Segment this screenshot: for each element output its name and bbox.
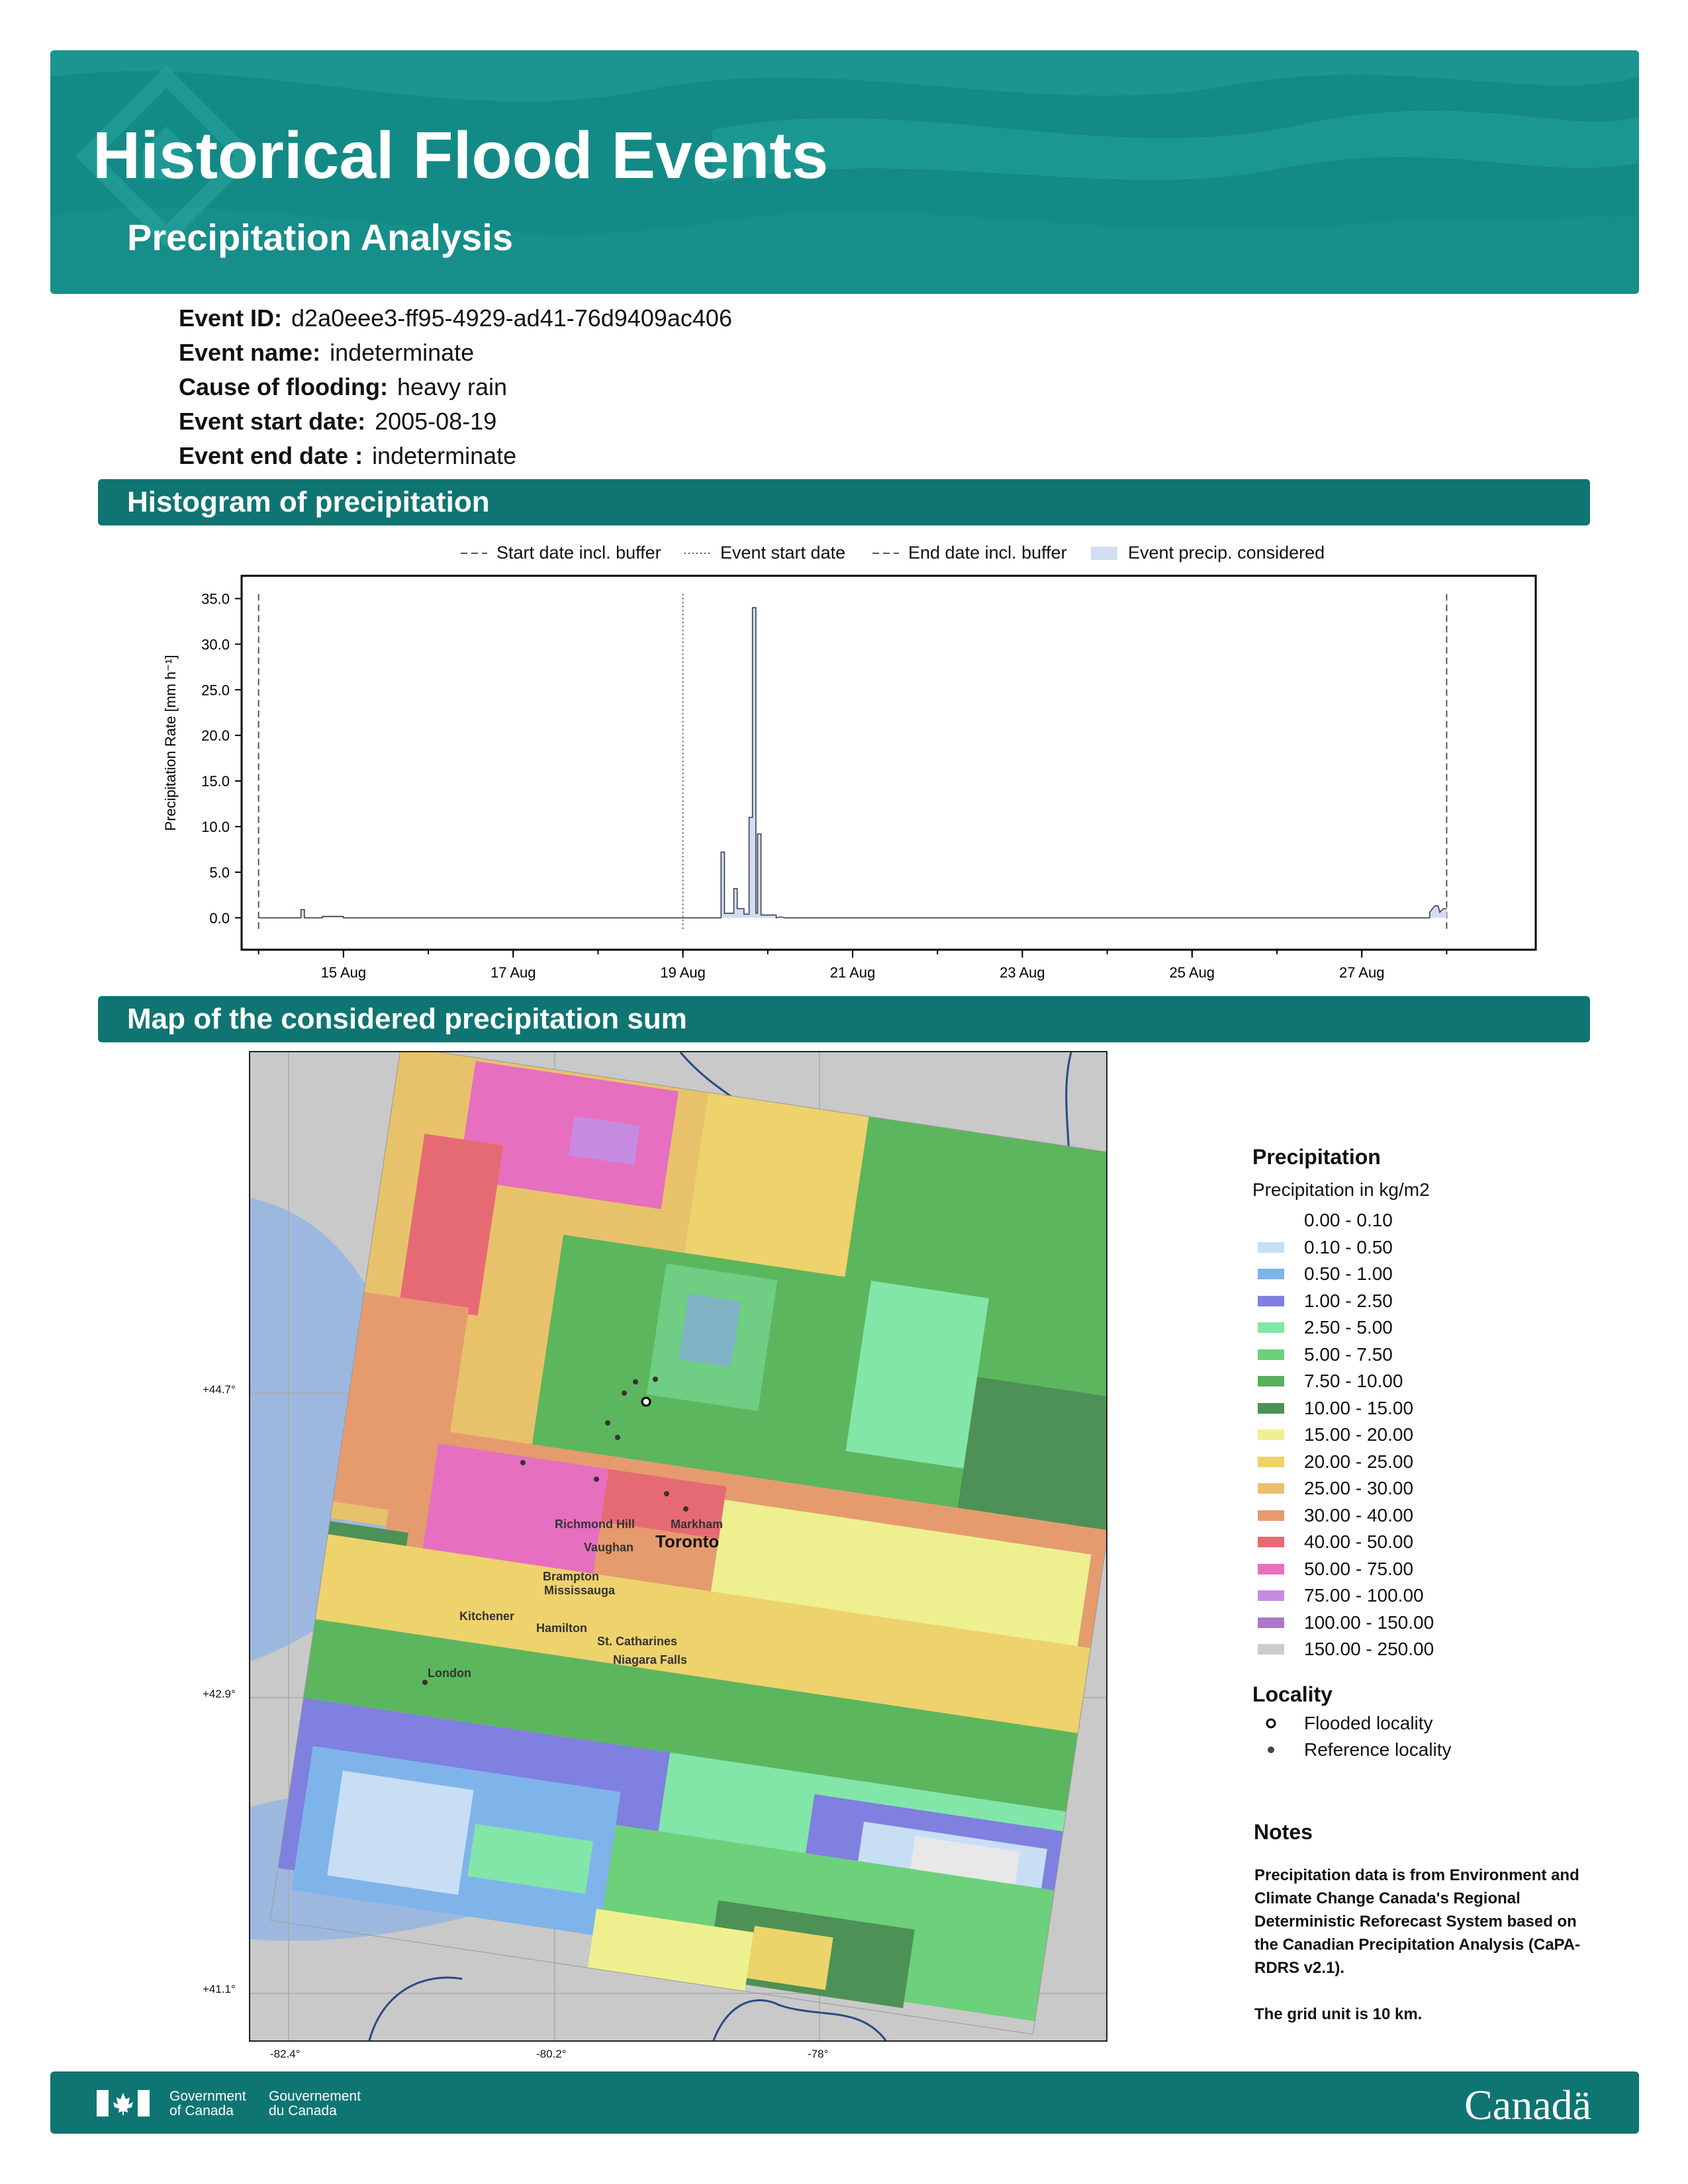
map-section-header: Map of the considered precipitation sum <box>98 996 1590 1042</box>
x-tick-label: 15 Aug <box>320 964 367 981</box>
legend-class-label: 100.00 - 150.00 <box>1304 1612 1434 1633</box>
gov-fr-line2: du Canada <box>269 2103 337 2118</box>
legend-event-start <box>683 543 845 563</box>
legend-class-label: 0.10 - 0.50 <box>1304 1236 1393 1257</box>
histogram-section-header: Histogram of precipitation <box>98 479 1590 525</box>
legend-class-item <box>1252 1344 1393 1365</box>
legend-class-item <box>1252 1585 1424 1606</box>
city-label-niagara-falls: Niagara Falls <box>613 1653 688 1666</box>
legend-class-label: 75.00 - 100.00 <box>1304 1585 1424 1606</box>
event-id-row <box>179 304 732 332</box>
legend-swatch <box>1258 1510 1284 1521</box>
gov-en <box>169 2089 246 2118</box>
reference-locality-label: Reference locality <box>1304 1739 1452 1760</box>
start-date-value: 2005-08-19 <box>375 408 497 435</box>
legend-swatch <box>1258 1564 1284 1574</box>
page-title: Historical Flood Events <box>93 118 829 193</box>
x-tick-label: 17 Aug <box>490 964 536 981</box>
city-label-vaughan: Vaughan <box>584 1541 634 1554</box>
legend-event-precip <box>1091 543 1325 563</box>
legend-class-label: 40.00 - 50.00 <box>1304 1531 1414 1552</box>
event-id-label: Event ID: <box>179 304 283 332</box>
start-date-label: Event start date: <box>179 408 366 435</box>
event-name-row <box>179 339 474 367</box>
legend-swatch <box>1258 1349 1284 1360</box>
cause-row <box>179 373 507 401</box>
legend-swatch <box>1258 1215 1284 1226</box>
legend-class-item <box>1252 1612 1434 1633</box>
x-tick-label: 21 Aug <box>829 964 876 981</box>
canada-wordmark: Canadä <box>1464 2081 1591 2128</box>
legend-class-item <box>1252 1317 1393 1338</box>
cause-label: Cause of flooding: <box>179 373 388 400</box>
legend-unit: Precipitation in kg/m2 <box>1252 1179 1430 1200</box>
legend-class-label: 25.00 - 30.00 <box>1304 1478 1414 1498</box>
gov-fr <box>269 2089 361 2118</box>
lon-label-3: -78° <box>808 2048 829 2060</box>
lat-label-2: +42.9° <box>203 1688 236 1700</box>
y-tick-label: 25.0 <box>201 682 230 699</box>
x-tick-label: 25 Aug <box>1169 964 1215 981</box>
end-date-value: indeterminate <box>372 442 517 469</box>
event-id-value: d2a0eee3-ff95-4929-ad41-76d9409ac406 <box>291 304 732 332</box>
legend-swatch <box>1258 1483 1284 1494</box>
legend-classes <box>1252 1210 1623 1660</box>
legend-class-item <box>1252 1531 1413 1553</box>
city-label-st-catharines: St. Catharines <box>597 1635 678 1648</box>
city-label-brampton: Brampton <box>543 1570 599 1583</box>
legend-class-item <box>1252 1639 1434 1660</box>
y-tick-label: 30.0 <box>201 636 230 653</box>
dotted-line-icon <box>683 550 712 557</box>
canada-flag-icon <box>97 2090 150 2116</box>
lat-label-3: +41.1° <box>203 1983 236 1995</box>
histogram-svg <box>132 569 1549 993</box>
legend-class-item <box>1252 1263 1393 1285</box>
city-label-hamilton: Hamilton <box>536 1621 588 1635</box>
legend-swatch <box>1258 1403 1284 1414</box>
page-subtitle: Precipitation Analysis <box>127 216 513 258</box>
plot-frame <box>242 576 1536 950</box>
legend-class-item <box>1252 1505 1413 1526</box>
legend-event-start-label: Event start date <box>720 543 846 563</box>
open-circle-icon <box>1258 1717 1284 1730</box>
gov-en-line2: of Canada <box>169 2103 234 2118</box>
end-date-label: Event end date : <box>179 442 363 469</box>
legend-class-label: 10.00 - 15.00 <box>1304 1397 1414 1418</box>
lat-label-1: +44.7° <box>203 1383 236 1396</box>
legend-event-precip-label: Event precip. considered <box>1128 543 1325 563</box>
x-tick-label: 23 Aug <box>1000 964 1045 981</box>
dot-icon <box>1258 1743 1284 1756</box>
legend-class-label: 0.00 - 0.10 <box>1304 1210 1393 1230</box>
precipitation-histogram <box>132 569 1549 993</box>
footer-bar <box>50 2071 1639 2134</box>
filled-area-swatch-icon <box>1091 547 1117 560</box>
city-label-richmond-hill: Richmond Hill <box>555 1518 635 1531</box>
y-tick-label: 10.0 <box>201 818 230 835</box>
legend-class-label: 5.00 - 7.50 <box>1304 1343 1393 1365</box>
precipitation-map <box>249 1051 1107 2042</box>
notes-title: Notes <box>1254 1820 1313 1844</box>
legend-swatch <box>1258 1376 1284 1387</box>
locality-title: Locality <box>1252 1682 1333 1706</box>
legend-swatch <box>1258 1644 1284 1655</box>
legend-swatch <box>1258 1457 1284 1467</box>
city-label-london: London <box>428 1666 471 1680</box>
legend-class-item <box>1252 1424 1413 1445</box>
legend-class-label: 0.50 - 1.00 <box>1304 1263 1393 1284</box>
y-tick-label: 15.0 <box>201 773 230 790</box>
gov-en-line1: Government <box>169 2089 246 2104</box>
legend-class-item <box>1252 1451 1413 1473</box>
legend-class-label: 7.50 - 10.00 <box>1304 1371 1403 1391</box>
lon-label-1: -82.4° <box>270 2048 301 2060</box>
x-tick-label: 19 Aug <box>660 964 706 981</box>
legend-swatch <box>1258 1296 1284 1306</box>
legend-swatch <box>1258 1242 1284 1253</box>
gov-fr-line1: Gouvernement <box>269 2089 361 2104</box>
city-label-mississauga: Mississauga <box>544 1584 616 1597</box>
legend-start-buffer <box>459 543 661 563</box>
legend-class-item <box>1252 1237 1393 1258</box>
y-tick-label: 5.0 <box>209 864 230 881</box>
city-label-toronto: Toronto <box>655 1531 720 1551</box>
event-name-label: Event name: <box>179 339 321 366</box>
legend-class-label: 2.50 - 5.00 <box>1304 1317 1393 1338</box>
notes-body <box>1254 1864 1599 2026</box>
legend-class-item <box>1252 1291 1393 1312</box>
lon-label-2: -80.2° <box>536 2048 567 2060</box>
legend-class-item <box>1252 1398 1413 1419</box>
notes-grid-unit: The grid unit is 10 km. <box>1254 2005 1423 2023</box>
dashed-line-icon <box>871 550 900 557</box>
legend-end-buffer <box>871 543 1067 563</box>
legend-reference-locality <box>1252 1739 1452 1760</box>
legend-class-label: 30.00 - 40.00 <box>1304 1504 1414 1525</box>
flooded-locality-label: Flooded locality <box>1304 1713 1433 1733</box>
event-name-value: indeterminate <box>330 339 475 366</box>
y-tick-label: 35.0 <box>201 590 230 608</box>
end-date-row <box>179 442 516 470</box>
cause-value: heavy rain <box>397 373 508 400</box>
notes-data-source: Precipitation data is from Environment and Climate Change Canada's Regional Deterministic Reforecast System based on the Canadian Precipitation Analysis (CaPA-RDRS v2.1). <box>1254 1866 1581 1977</box>
legend-swatch <box>1258 1430 1284 1440</box>
legend-class-label: 1.00 - 2.50 <box>1304 1290 1393 1311</box>
legend-title: Precipitation <box>1252 1145 1381 1169</box>
legend-swatch <box>1258 1269 1284 1279</box>
y-axis-label: Precipitation Rate [mm h⁻¹] <box>162 655 179 831</box>
legend-end-buffer-label: End date incl. buffer <box>908 543 1067 563</box>
y-tick-label: 20.0 <box>201 727 230 745</box>
legend-start-buffer-label: Start date incl. buffer <box>496 543 661 563</box>
legend-flooded-locality <box>1252 1713 1433 1734</box>
legend-swatch <box>1258 1590 1284 1601</box>
y-tick-label: 0.0 <box>209 909 230 927</box>
legend-class-label: 15.00 - 20.00 <box>1304 1424 1414 1445</box>
x-tick-label: 27 Aug <box>1338 964 1385 981</box>
legend-class-item <box>1252 1210 1393 1231</box>
legend-swatch <box>1258 1617 1284 1628</box>
dashed-line-icon <box>459 550 489 557</box>
legend-swatch <box>1258 1322 1284 1333</box>
city-label-kitchener: Kitchener <box>459 1610 515 1623</box>
legend-class-item <box>1252 1559 1413 1580</box>
legend-class-label: 20.00 - 25.00 <box>1304 1451 1414 1472</box>
start-date-row <box>179 408 496 435</box>
legend-class-item <box>1252 1371 1403 1392</box>
legend-class-item <box>1252 1478 1413 1499</box>
city-label-markham: Markham <box>671 1518 724 1531</box>
legend-class-label: 50.00 - 75.00 <box>1304 1558 1414 1579</box>
legend-swatch <box>1258 1537 1284 1547</box>
legend-class-label: 150.00 - 250.00 <box>1304 1639 1434 1659</box>
